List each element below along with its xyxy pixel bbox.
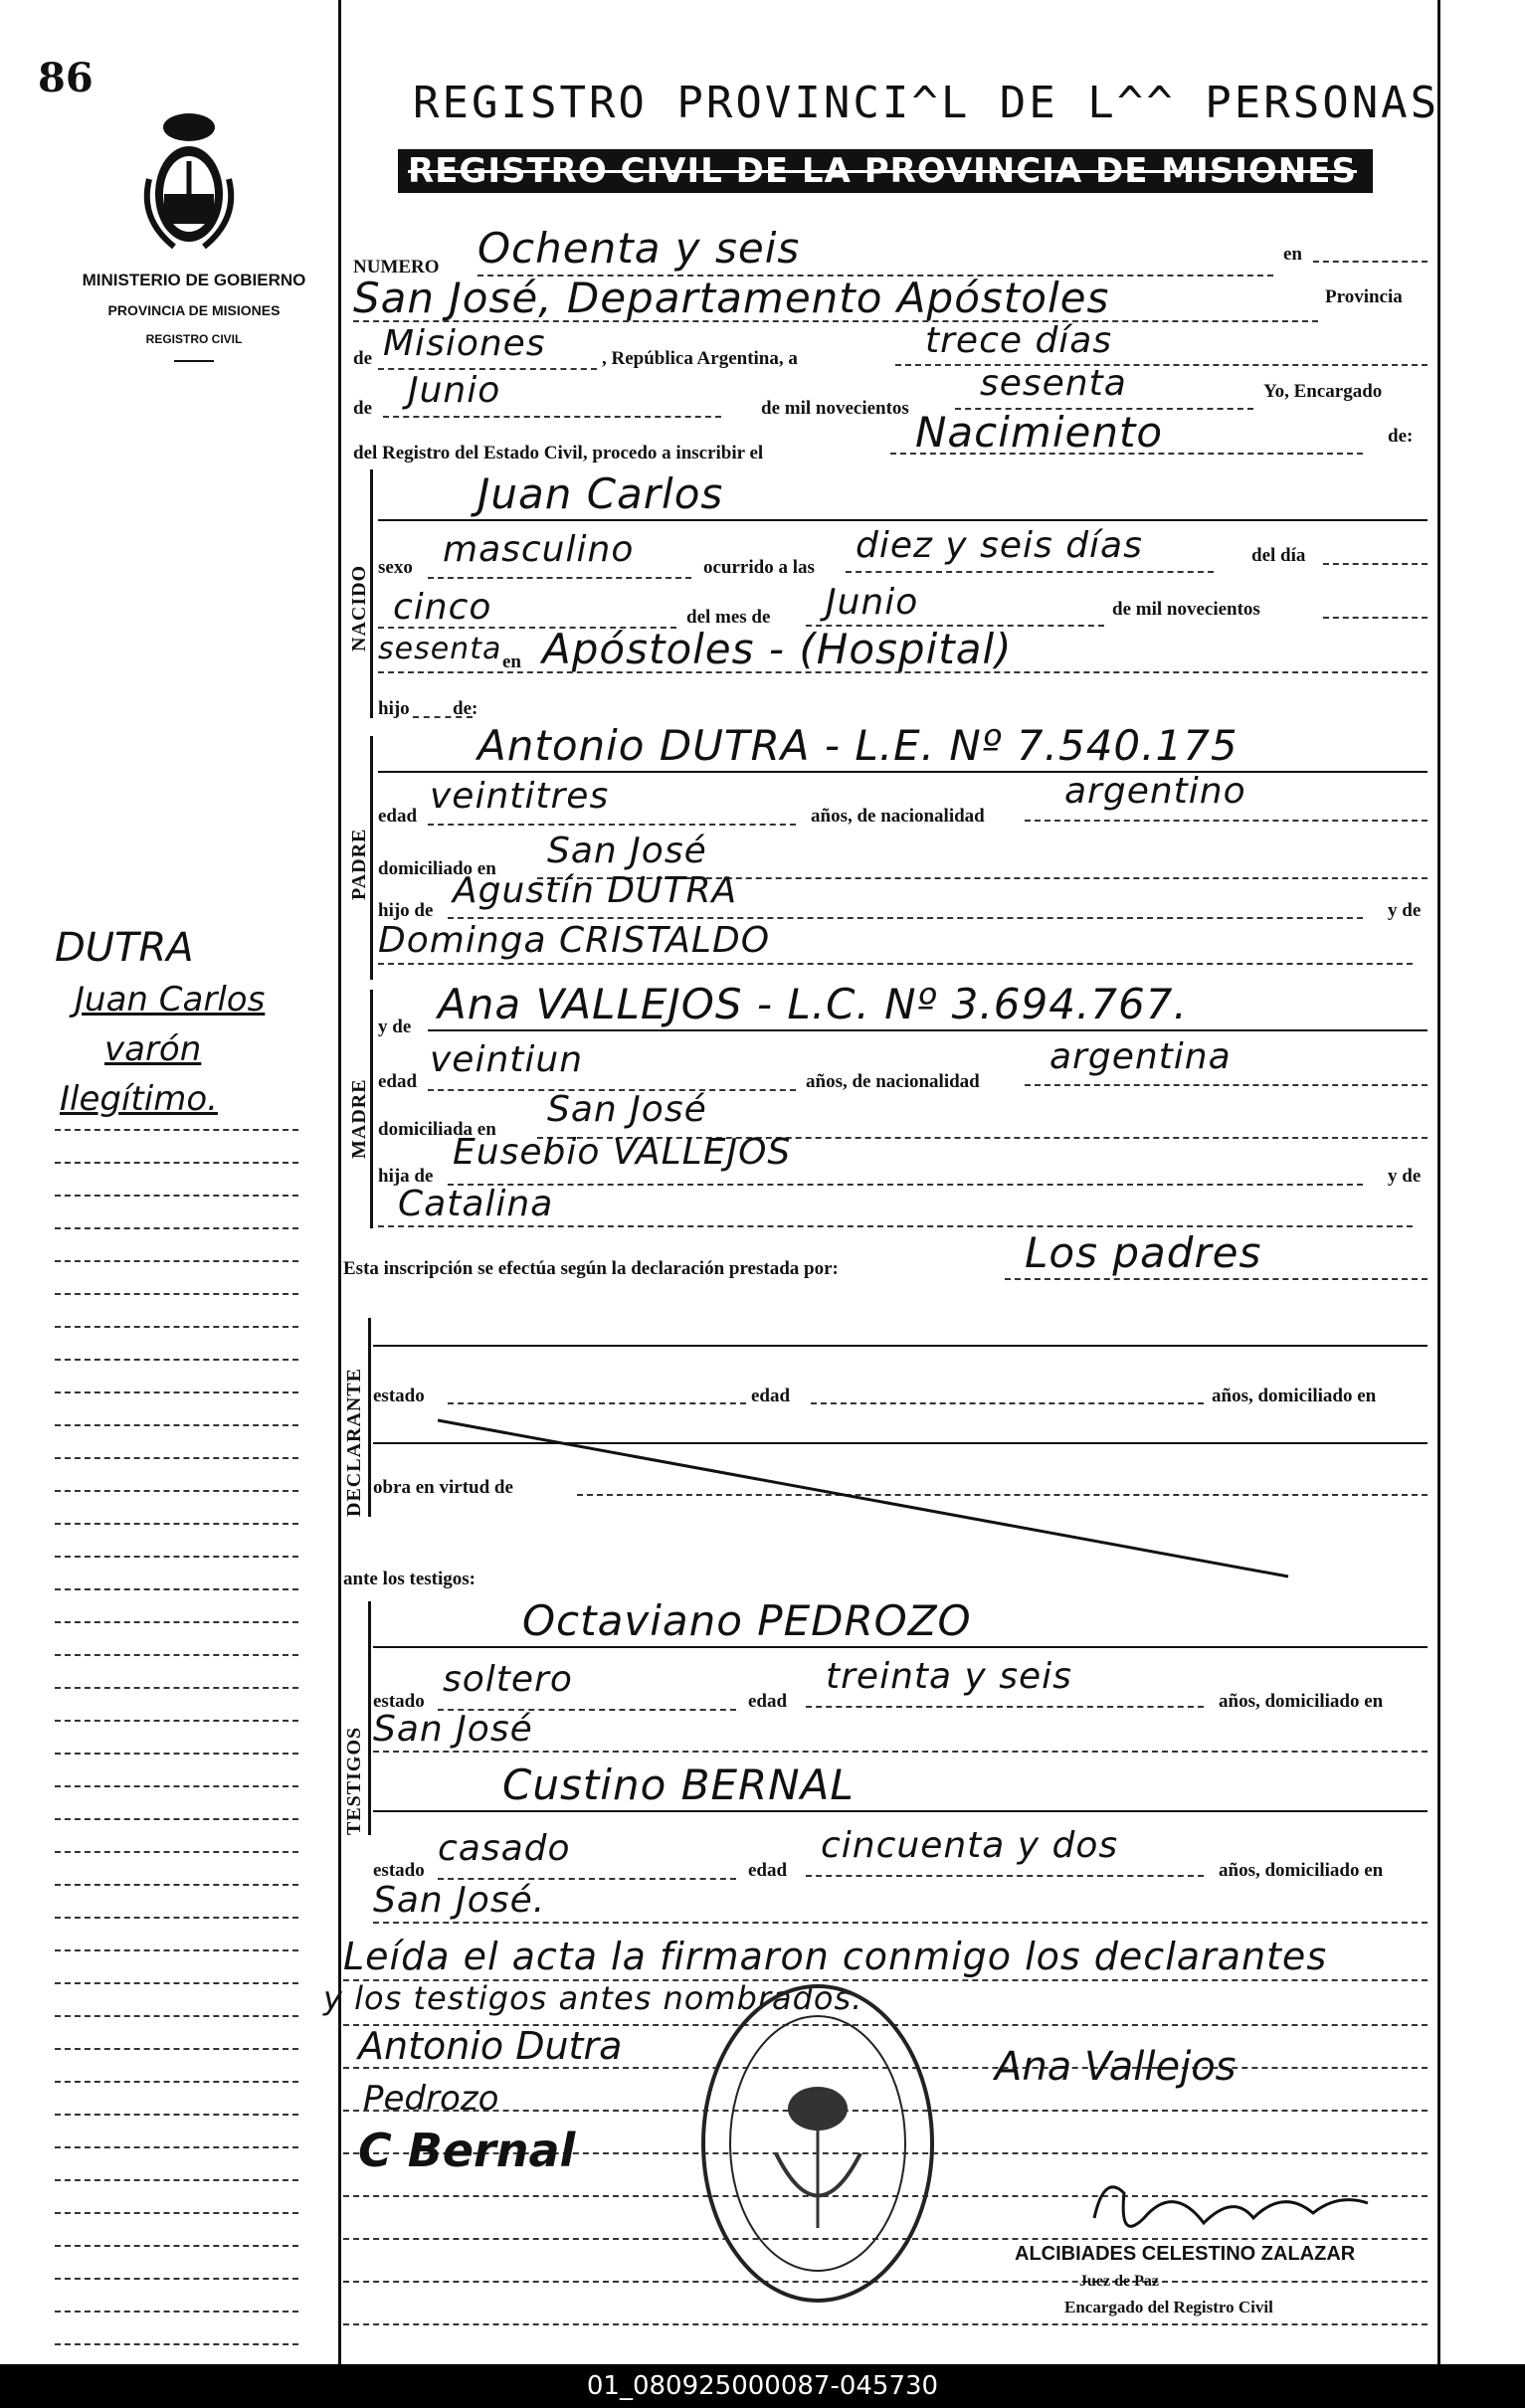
label-hijo-de2: hijo de [378,900,434,921]
value-testigo2: Custino BERNAL [502,1760,855,1809]
signature-ana: Ana Vallejos [995,2044,1237,2090]
left-divider [338,0,341,2407]
footer-bar [0,2364,1525,2408]
value-padre-padre: Agustín DUTRA [453,870,738,911]
value-madre: Ana VALLEJOS - L.C. Nº 3.694.767. [438,980,1188,1028]
label-de: de [353,348,372,369]
value-testigo1-edad: treinta y seis [826,1656,1072,1697]
value-testigo1-estado: soltero [443,1659,573,1700]
label-edad-madre: edad [378,1071,418,1092]
struck-title: REGISTRO CIVIL DE LA PROVINCIA DE MISIONES [408,151,1357,191]
closing-line2: y los testigos antes nombrados. [323,1979,863,2017]
label-testigos: ante los testigos: [343,1569,476,1589]
label-encargado: Yo, Encargado [1263,381,1383,402]
label-edad-decl: edad [751,1386,791,1406]
label-anos-dom-t2: años, domiciliado en [1219,1860,1384,1881]
value-padre-edad: veintitres [430,776,610,817]
label-hijo: hijo [378,698,410,719]
margin-sex: varón [104,1029,202,1069]
label-edad-t2: edad [748,1860,788,1881]
value-sexo: masculino [443,529,635,570]
label-edad-padre: edad [378,806,418,827]
label-anos-dom-decl: años, domiciliado en [1212,1386,1377,1406]
value-lugar: San José, Departamento Apóstoles [353,274,1110,322]
value-padre-dom: San José [547,831,707,871]
value-testigo1: Octaviano PEDROZO [522,1596,972,1645]
label-domiciliado: domiciliado en [378,858,496,879]
side-label-nacido: NACIDO [348,564,370,651]
official-signature-icon [1084,2163,1383,2253]
signature-bernal: C Bernal [358,2124,576,2177]
margin-surname: DUTRA [55,925,194,971]
side-label-declarante: DECLARANTE [343,1367,365,1517]
side-label-testigos: TESTIGOS [343,1726,365,1835]
value-mes-acta: Junio [408,370,501,411]
value-madre-madre: Catalina [398,1184,554,1224]
margin-status: Ilegítimo. [60,1079,218,1119]
label-anos-dom-t1: años, domiciliado en [1219,1691,1384,1712]
label-ocurrido: ocurrido a las [703,557,815,578]
signature-antonio: Antonio Dutra [358,2024,623,2068]
label-y-de2: y de [378,1017,412,1037]
official-seal-icon [696,1979,940,2308]
coat-of-arms-icon [134,109,244,259]
ministry-line2: PROVINCIA DE MISIONES [107,302,281,318]
page-number: 86 [38,55,94,101]
label-del-registro: del Registro del Estado Civil, procedo a inscribir el [353,443,764,463]
label-mil2: de mil novecientos [1112,599,1260,620]
label-y-de: y de [1388,900,1422,921]
value-padre-nac: argentino [1064,771,1246,812]
label-del-dia: del día [1251,545,1306,566]
official-role: Encargado del Registro Civil [1064,2298,1273,2316]
label-del-mes: del mes de [686,607,771,628]
margin-names: Juan Carlos [75,980,266,1019]
official-name: ALCIBIADES CELESTINO ZALAZAR [1015,2243,1356,2265]
label-en: en [1283,244,1302,265]
label-hijo-de: de: [453,698,478,719]
label-republica: , República Argentina, a [602,348,798,369]
value-padre: Antonio DUTRA - L.E. Nº 7.540.175 [477,721,1239,770]
closing-line1: Leída el acta la firmaron conmigo los declarantes [343,1935,1328,1978]
value-testigo2-estado: casado [438,1828,571,1869]
label-sexo: sexo [378,557,413,578]
value-padre-madre: Dominga CRISTALDO [378,920,771,961]
value-madre-edad: veintiun [430,1039,584,1080]
value-provincia: Misiones [383,323,546,364]
label-edad-t1: edad [748,1691,788,1712]
label-estado-decl: estado [373,1386,425,1406]
value-acto: Nacimiento [915,408,1164,457]
value-testigo2-dom: San José. [373,1880,546,1921]
label-hija-de: hija de [378,1166,434,1187]
value-mes-nac: Junio [826,582,919,623]
label-y-de3: y de [1388,1166,1422,1187]
label-inscripcion: Esta inscripción se efectúa según la declaración prestada por: [343,1258,839,1279]
label-anos-nac: años, de nacionalidad [811,806,985,827]
value-madre-dom: San José [547,1089,707,1130]
value-lugar-nac: Apóstoles - (Hospital) [542,625,1013,673]
side-label-padre: PADRE [348,828,370,900]
side-label-madre: MADRE [348,1078,370,1159]
label-estado-t2: estado [373,1860,425,1881]
footer-code: 01_080925000087-045730 [586,2371,939,2401]
ministry-block [60,271,328,362]
value-madre-padre: Eusebio VALLEJOS [453,1132,792,1173]
value-anio-acta: sesenta [980,363,1127,404]
value-hora: diez y seis días [856,525,1143,566]
official-title: Juez de Paz [1079,2273,1159,2290]
value-declarante: Los padres [1025,1228,1262,1277]
header-title: REGISTRO PROVINCI^L DE L^^ PERSONAS [413,78,1440,128]
value-anio-nac: sesenta [378,632,502,666]
label-en2: en [502,651,521,672]
strike-line [438,1412,1293,1581]
value-dia-nac: cinco [393,587,492,628]
value-numero: Ochenta y seis [477,224,801,273]
label-numero: NUMERO [353,257,440,278]
label-provincia: Provincia [1325,286,1403,307]
ministry-line1: MINISTERIO DE GOBIERNO [82,271,306,289]
value-testigo2-edad: cincuenta y dos [821,1825,1119,1866]
label-de2: de [353,398,372,419]
label-estado-t1: estado [373,1691,425,1712]
value-nombre: Juan Carlos [477,469,724,518]
label-anos-nac2: años, de nacionalidad [806,1071,980,1092]
signature-pedrozo: Pedrozo [363,2079,499,2119]
label-domiciliada: domiciliada en [378,1119,496,1140]
value-madre-nac: argentina [1049,1036,1232,1077]
value-testigo1-dom: San José [373,1709,533,1750]
label-de-colon: de: [1388,426,1414,447]
ministry-line3: REGISTRO CIVIL [145,332,243,346]
label-mil: de mil novecientos [761,398,909,419]
right-divider [1437,0,1440,2387]
value-dia-acta: trece días [925,320,1113,361]
label-obra: obra en virtud de [373,1477,513,1498]
